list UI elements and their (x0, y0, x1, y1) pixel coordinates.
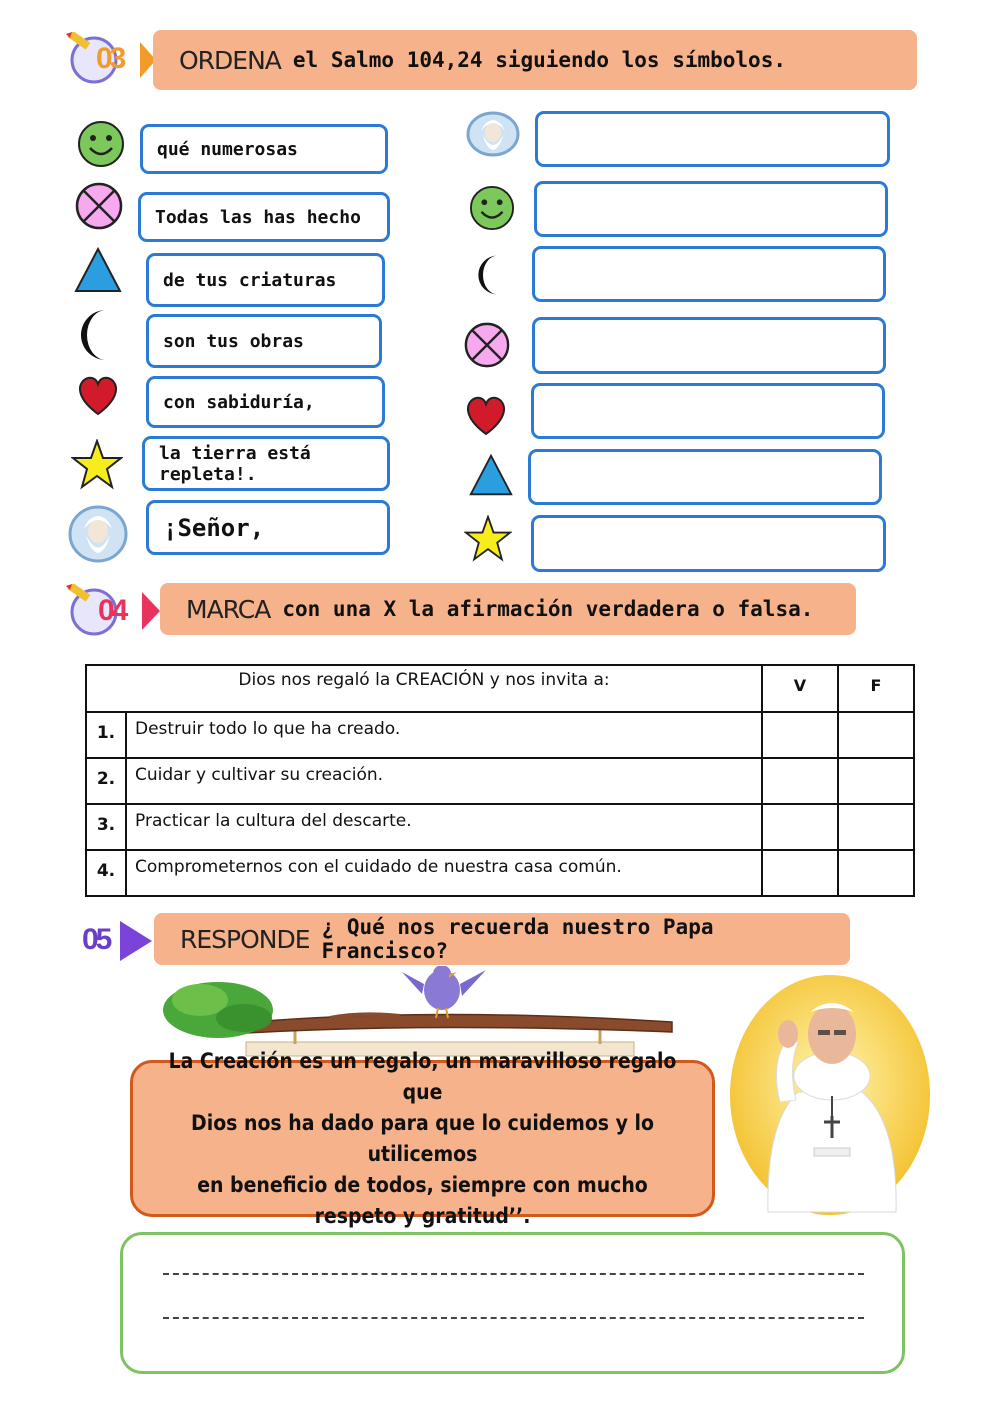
answer-line-2 (163, 1317, 864, 1319)
row-statement: Cuidar y cultivar su creación. (126, 758, 762, 804)
table-header-v: V (762, 665, 838, 712)
section-4-header (160, 583, 856, 635)
section-5-number: 05 (82, 923, 110, 956)
section-3-header (153, 30, 917, 90)
f-cell[interactable] (838, 712, 914, 758)
phrase-box-1: qué numerosas (140, 124, 388, 174)
heart-icon (75, 374, 121, 416)
heart-icon (463, 394, 509, 436)
section-3-number: 03 (96, 42, 124, 75)
phrase-box-3: de tus criaturas (146, 253, 385, 307)
row-statement: Comprometernos con el cuidado de nuestra casa común. (126, 850, 762, 896)
v-cell[interactable] (762, 712, 838, 758)
god-portrait-icon (466, 111, 520, 157)
star-icon (71, 439, 123, 491)
section-3-verb: ORDENA (179, 45, 281, 75)
row-number: 4. (86, 850, 126, 896)
pope-francis-portrait (728, 972, 932, 1218)
circle-x-icon (74, 181, 124, 231)
answer-box-4[interactable] (532, 317, 886, 374)
phrase-box-7: ¡Señor, (146, 500, 390, 555)
pope-quote-box (130, 1048, 715, 1228)
triangle-icon (468, 452, 514, 498)
row-number: 3. (86, 804, 126, 850)
section-5-header (154, 913, 850, 965)
section-4-instruction: con una X la afirmación verdadera o falsa. (282, 597, 814, 621)
triangle-icon (73, 246, 123, 294)
section-3-instruction: el Salmo 104,24 siguiendo los símbolos. (292, 48, 786, 72)
answer-box-1[interactable] (535, 111, 890, 167)
phrase-box-5: con sabiduría, (146, 376, 385, 428)
quote-line: en beneficio de todos, siempre con mucho (197, 1172, 648, 1197)
true-false-table (85, 664, 915, 897)
table-header-statement: Dios nos regaló la CREACIÓN y nos invita a: (86, 665, 762, 712)
quote-line: Dios nos ha dado para que lo cuidemos y lo utilicemos (191, 1110, 654, 1166)
circle-x-icon (463, 321, 511, 369)
phrase-box-6: la tierra está repleta!. (142, 436, 390, 491)
section-3-badge (66, 32, 158, 86)
crescent-moon-icon (476, 252, 504, 298)
section-5-instruction: ¿ Qué nos recuerda nuestro Papa Francisco? (321, 915, 714, 963)
v-cell[interactable] (762, 804, 838, 850)
f-cell[interactable] (838, 758, 914, 804)
table-row (86, 804, 914, 850)
answer-box-3[interactable] (532, 246, 886, 302)
answer-box-7[interactable] (531, 515, 886, 572)
section-4-verb: MARCA (186, 594, 271, 624)
section-5-verb: RESPONDE (180, 924, 310, 954)
table-row (86, 758, 914, 804)
row-statement: Practicar la cultura del descarte. (126, 804, 762, 850)
v-cell[interactable] (762, 758, 838, 804)
quote-line: La Creación es un regalo, un maravilloso regalo que (168, 1048, 677, 1104)
f-cell[interactable] (838, 804, 914, 850)
god-portrait-icon (68, 505, 128, 563)
pope-quote (157, 1046, 688, 1232)
star-icon (464, 515, 512, 563)
section-4-badge (66, 584, 162, 638)
table-row (86, 712, 914, 758)
quote-line: respeto y gratitud’’. (314, 1203, 531, 1228)
answer-box-6[interactable] (528, 449, 882, 505)
phrase-box-2: Todas las has hecho (138, 192, 390, 242)
table-header-row (86, 665, 914, 712)
table-header-f: F (838, 665, 914, 712)
section-5-badge (80, 915, 156, 967)
crescent-moon-icon (78, 308, 114, 362)
smiley-icon (77, 120, 125, 168)
row-statement: Destruir todo lo que ha creado. (126, 712, 762, 758)
f-cell[interactable] (838, 850, 914, 896)
response-area[interactable] (120, 1232, 905, 1374)
smiley-icon (469, 185, 515, 231)
v-cell[interactable] (762, 850, 838, 896)
phrase-box-4: son tus obras (146, 314, 382, 368)
answer-line-1 (163, 1273, 864, 1275)
table-row (86, 850, 914, 896)
section-4-number: 04 (98, 594, 126, 627)
answer-box-2[interactable] (534, 181, 888, 237)
row-number: 2. (86, 758, 126, 804)
row-number: 1. (86, 712, 126, 758)
answer-box-5[interactable] (531, 383, 885, 439)
